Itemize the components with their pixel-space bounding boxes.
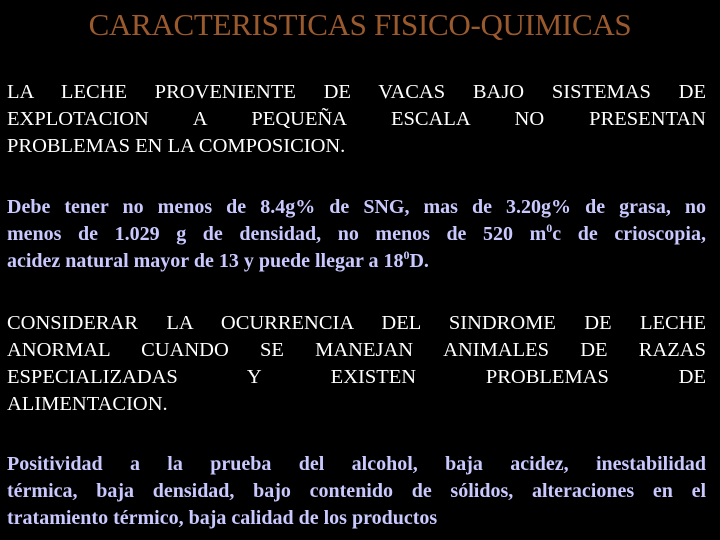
text-line: Positividad a la prueba del alcohol, baja acidez, inestabilidad bbox=[7, 453, 706, 475]
text-line: térmica, baja densidad, bajo contenido de sólidos, alteraciones en el bbox=[7, 480, 706, 502]
text-line: ALIMENTACION. bbox=[7, 393, 168, 415]
text-line bbox=[7, 221, 706, 248]
paragraph-requirements bbox=[7, 194, 706, 275]
text-segment: c de crioscopia, bbox=[552, 223, 706, 245]
text-line: ESPECIALIZADAS Y EXISTEN PROBLEMAS DE bbox=[7, 366, 706, 388]
text-segment: acidez natural mayor de 13 y puede llegar a 18 bbox=[7, 250, 404, 272]
paragraph-symptoms bbox=[7, 451, 706, 532]
text-line: EXPLOTACION A PEQUEÑA ESCALA NO PRESENTAN bbox=[7, 108, 706, 130]
text-line: PROBLEMAS EN LA COMPOSICION. bbox=[7, 135, 346, 157]
text-segment: D. bbox=[409, 250, 429, 272]
text-line: Debe tener no menos de 8.4g% de SNG, mas de 3.20g% de grasa, no bbox=[7, 196, 706, 218]
text-line: CONSIDERAR LA OCURRENCIA DEL SINDROME DE LECHE bbox=[7, 312, 706, 334]
text-segment: menos de 1.029 g de densidad, no menos de 520 m bbox=[7, 223, 547, 245]
paragraph-abnormal-milk bbox=[7, 310, 706, 418]
slide-title: CARACTERISTICAS FISICO-QUIMICAS bbox=[88, 7, 632, 42]
text-line: tratamiento térmico, baja calidad de los productos bbox=[7, 507, 438, 529]
superscript: 0 bbox=[546, 221, 553, 235]
superscript: 0 bbox=[403, 248, 410, 262]
text-line: ANORMAL CUANDO SE MANEJAN ANIMALES DE RAZAS bbox=[7, 339, 706, 361]
text-line: LA LECHE PROVENIENTE DE VACAS BAJO SISTEMAS DE bbox=[7, 81, 706, 103]
paragraph-composition bbox=[7, 79, 706, 160]
text-line bbox=[7, 248, 706, 275]
